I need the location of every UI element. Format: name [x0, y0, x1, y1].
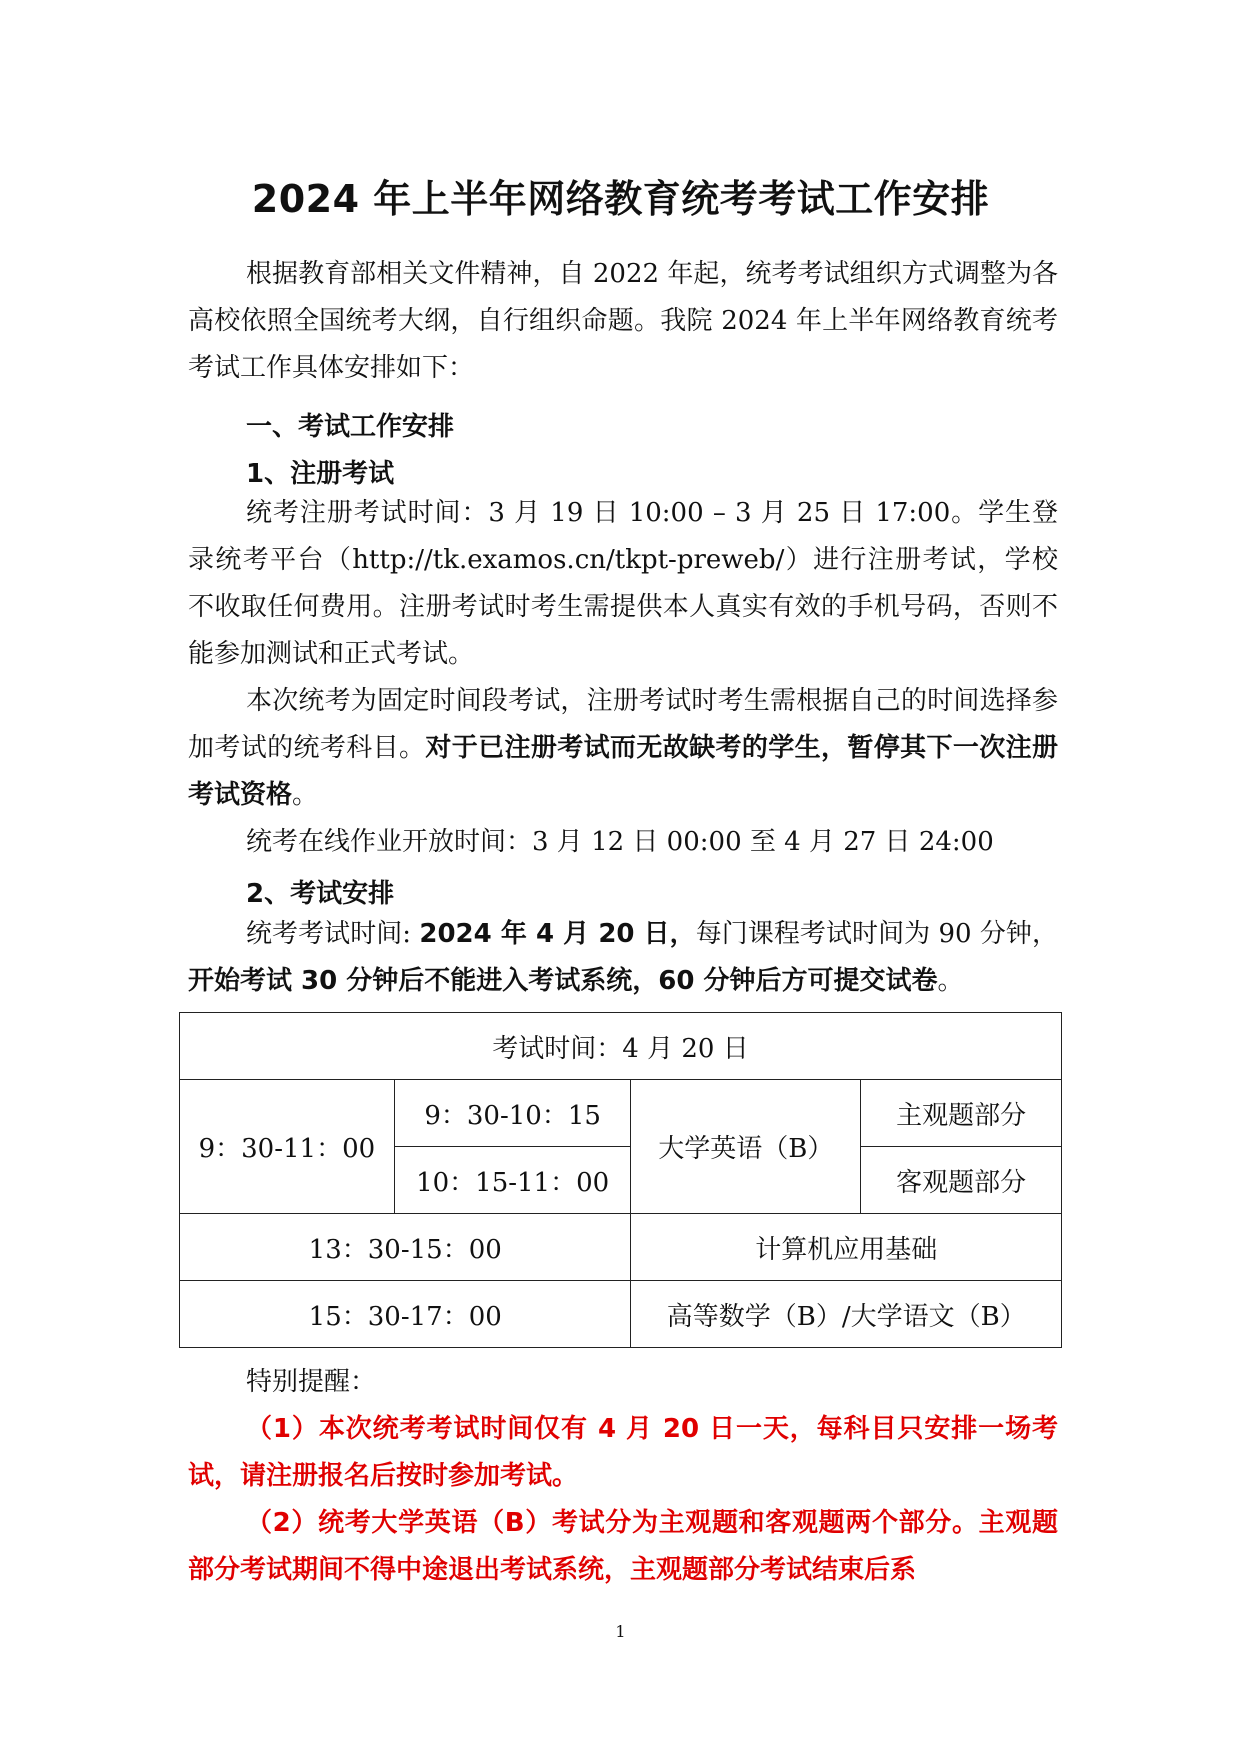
subject-cell: 高等数学（B）/大学语文（B） [631, 1281, 1062, 1348]
table-row [180, 1080, 1062, 1147]
subsection-heading-registration: 1、注册考试 [246, 459, 395, 489]
time-cell: 13：30-15：00 [180, 1214, 631, 1281]
subject-cell: 计算机应用基础 [631, 1214, 1062, 1281]
registration-paragraph: 统考注册考试时间：3 月 19 日 10:00 – 3 月 25 日 17:00。学生登录统考平台（http://tk.examos.cn/tkpt-preweb/）进行注册考试，学校不收取任何费用。注册考试时考生需提供本人真实有效的手机号码，否则不能参加测试和正式考试。 [188, 498, 1058, 669]
time-cell: 15：30-17：00 [180, 1281, 631, 1348]
section-heading: 一、考试工作安排 [246, 412, 455, 442]
reminder-item-2: （2）统考大学英语（B）考试分为主观题和客观题两个部分。主观题部分考试期间不得中途退出考试系统，主观题部分考试结束后系 [188, 1508, 1058, 1585]
time-sub-cell: 9：30-10：15 [394, 1080, 631, 1147]
time-sub-cell: 10：15-11：00 [394, 1147, 631, 1214]
table-row [180, 1214, 1062, 1281]
intro-paragraph: 根据教育部相关文件精神，自 2022 年起，统考考试组织方式调整为各高校依照全国统考大纲，自行组织命题。我院 2024 年上半年网络教育统考考试工作具体安排如下： [188, 259, 1058, 383]
table-row [180, 1281, 1062, 1348]
exam-time-end: 。 [937, 966, 964, 996]
page-number: 1 [615, 1622, 626, 1641]
exam-time-paragraph [188, 911, 1058, 1005]
attendance-paragraph [188, 678, 1058, 819]
table-row [180, 1013, 1062, 1080]
page-title: 2024 年上半年网络教育统考考试工作安排 [251, 177, 990, 221]
exam-date: 2024 年 4 月 20 日， [419, 919, 696, 949]
exam-entry-rule: 开始考试 30 分钟后不能进入考试系统，60 分钟后方可提交试卷 [188, 966, 938, 996]
exam-schedule-table [179, 1012, 1062, 1348]
absence-warning: 对于已注册考试而无故缺考的学生，暂停其下一次注册考试资格 [188, 733, 1058, 810]
reminder-label: 特别提醒： [246, 1367, 377, 1397]
attendance-end: 。 [292, 780, 319, 810]
homework-paragraph: 统考在线作业开放时间：3 月 12 日 00:00 至 4 月 27 日 24:00 [246, 827, 994, 857]
reminder-item-1: （1）本次统考考试时间仅有 4 月 20 日一天，每科目只安排一场考试，请注册报名后按时参加考试。 [188, 1414, 1058, 1491]
exam-time-label: 统考考试时间: [246, 919, 420, 949]
time-cell: 9：30-11：00 [180, 1080, 395, 1214]
part-cell: 客观题部分 [861, 1147, 1062, 1214]
subsection-heading-arrangement: 2、考试安排 [246, 879, 395, 909]
table-header: 考试时间：4 月 20 日 [180, 1013, 1062, 1080]
attendance-text: 本次统考为固定时间段考试，注册考试时考生需根据自己的时间选择参加考试的统考科目。 [188, 686, 1058, 763]
exam-duration: 每门课程考试时间为 90 分钟， [695, 919, 1058, 949]
subject-cell: 大学英语（B） [631, 1080, 861, 1214]
part-cell: 主观题部分 [861, 1080, 1062, 1147]
